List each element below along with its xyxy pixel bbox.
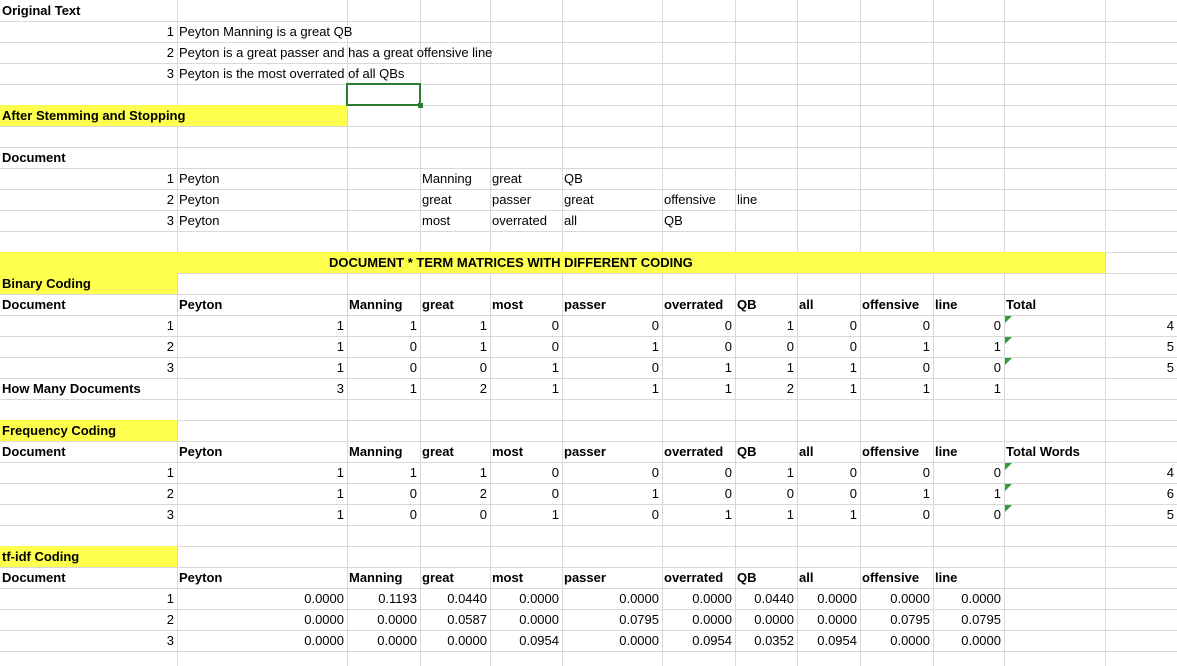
term-header[interactable]: passer xyxy=(564,570,606,585)
matrix-value[interactable]: 1 xyxy=(724,360,732,375)
row-number[interactable]: 2 xyxy=(166,486,174,501)
term-header[interactable]: QB xyxy=(737,297,757,312)
selected-cell[interactable] xyxy=(346,83,421,106)
matrix-value[interactable]: 0 xyxy=(651,507,659,522)
matrix-value[interactable]: 1 xyxy=(336,318,344,333)
error-indicator-icon[interactable] xyxy=(1005,337,1012,344)
stemmed-word[interactable]: offensive xyxy=(664,192,716,207)
matrix-value[interactable]: 0 xyxy=(993,507,1001,522)
section-title-tfidf[interactable]: tf-idf Coding xyxy=(2,549,80,564)
matrix-value[interactable]: 0 xyxy=(551,318,559,333)
row-number[interactable]: 3 xyxy=(166,633,174,648)
stemmed-word[interactable]: passer xyxy=(492,192,532,207)
matrix-value[interactable]: 1 xyxy=(651,486,659,501)
matrix-value[interactable]: 1 xyxy=(849,360,857,375)
document-count[interactable]: 2 xyxy=(479,381,487,396)
stemmed-word[interactable]: line xyxy=(737,192,758,207)
matrix-value[interactable]: 0.0000 xyxy=(619,633,659,648)
stemmed-word[interactable]: Peyton xyxy=(179,192,220,207)
matrix-value[interactable]: 1 xyxy=(551,507,559,522)
document-count[interactable]: 1 xyxy=(922,381,930,396)
total-header[interactable]: Total Words xyxy=(1006,444,1080,459)
matrix-value[interactable]: 1 xyxy=(849,507,857,522)
matrix-value[interactable]: 0 xyxy=(922,318,930,333)
section-title-binary[interactable]: Binary Coding xyxy=(2,276,91,291)
term-header[interactable]: most xyxy=(492,297,524,312)
matrix-value[interactable]: 0 xyxy=(551,465,559,480)
matrix-value[interactable]: 0.0954 xyxy=(692,633,732,648)
matrix-value[interactable]: 1 xyxy=(479,318,487,333)
term-header[interactable]: Peyton xyxy=(179,444,223,459)
row-number[interactable]: 1 xyxy=(166,591,174,606)
matrix-value[interactable]: 0.0000 xyxy=(519,612,559,627)
matrix-value[interactable]: 1 xyxy=(651,339,659,354)
matrix-value[interactable]: 1 xyxy=(993,339,1001,354)
row-number[interactable]: 3 xyxy=(166,213,174,228)
matrix-value[interactable]: 2 xyxy=(479,486,487,501)
term-header[interactable]: QB xyxy=(737,444,757,459)
matrix-value[interactable]: 0.0000 xyxy=(961,633,1001,648)
matrix-value[interactable]: 0 xyxy=(409,339,417,354)
stemmed-word[interactable]: Peyton xyxy=(179,171,220,186)
matrix-value[interactable]: 0 xyxy=(551,486,559,501)
stemmed-word[interactable]: QB xyxy=(564,171,583,186)
row-number[interactable]: 2 xyxy=(166,192,174,207)
matrix-value[interactable]: 0.0587 xyxy=(447,612,487,627)
matrix-value[interactable]: 0 xyxy=(922,465,930,480)
term-header[interactable]: offensive xyxy=(862,444,920,459)
matrix-value[interactable]: 0 xyxy=(993,318,1001,333)
row-number[interactable]: 2 xyxy=(166,612,174,627)
matrix-value[interactable]: 0 xyxy=(479,360,487,375)
term-header[interactable]: passer xyxy=(564,444,606,459)
matrix-value[interactable]: 0 xyxy=(651,318,659,333)
row-number[interactable]: 1 xyxy=(166,171,174,186)
matrix-value[interactable]: 0.0440 xyxy=(754,591,794,606)
row-number[interactable]: 3 xyxy=(166,507,174,522)
document-count[interactable]: 2 xyxy=(786,381,794,396)
matrix-value[interactable]: 0 xyxy=(849,465,857,480)
matrix-value[interactable]: 0 xyxy=(409,486,417,501)
row-number[interactable]: 1 xyxy=(166,24,174,39)
document-count-label[interactable]: How Many Documents xyxy=(2,381,141,396)
matrix-value[interactable]: 0.0000 xyxy=(519,591,559,606)
term-header[interactable]: most xyxy=(492,570,524,585)
section-title-frequency[interactable]: Frequency Coding xyxy=(2,423,117,438)
matrix-value[interactable]: 1 xyxy=(479,465,487,480)
matrix-value[interactable]: 0.0000 xyxy=(890,591,930,606)
matrix-value[interactable]: 1 xyxy=(922,486,930,501)
matrix-value[interactable]: 0 xyxy=(724,465,732,480)
error-indicator-icon[interactable] xyxy=(1005,484,1012,491)
matrix-value[interactable]: 0 xyxy=(724,318,732,333)
error-indicator-icon[interactable] xyxy=(1005,463,1012,470)
row-number[interactable]: 3 xyxy=(166,66,174,81)
row-total[interactable]: 5 xyxy=(1166,360,1174,375)
matrix-value[interactable]: 0.0440 xyxy=(447,591,487,606)
stemmed-word[interactable]: overrated xyxy=(492,213,547,228)
row-number[interactable]: 3 xyxy=(166,360,174,375)
term-header[interactable]: overrated xyxy=(664,444,724,459)
matrix-value[interactable]: 1 xyxy=(336,507,344,522)
error-indicator-icon[interactable] xyxy=(1005,316,1012,323)
matrix-banner-title[interactable]: DOCUMENT * TERM MATRICES WITH DIFFERENT CODING xyxy=(329,255,693,270)
total-header[interactable]: Total xyxy=(1006,297,1037,312)
matrix-value[interactable]: 1 xyxy=(409,465,417,480)
term-header[interactable]: line xyxy=(935,297,958,312)
row-total[interactable]: 4 xyxy=(1166,318,1174,333)
section-title-original[interactable]: Original Text xyxy=(2,3,81,18)
stemmed-word[interactable]: all xyxy=(564,213,578,228)
document-label[interactable]: Document xyxy=(2,150,66,165)
document-count[interactable]: 1 xyxy=(551,381,559,396)
matrix-value[interactable]: 0.0000 xyxy=(890,633,930,648)
matrix-value[interactable]: 1 xyxy=(993,486,1001,501)
matrix-value[interactable]: 0.0000 xyxy=(619,591,659,606)
matrix-value[interactable]: 1 xyxy=(786,318,794,333)
matrix-value[interactable]: 0.0000 xyxy=(817,612,857,627)
term-header[interactable]: Manning xyxy=(349,570,403,585)
row-number[interactable]: 2 xyxy=(166,339,174,354)
matrix-value[interactable]: 0.0000 xyxy=(447,633,487,648)
term-header[interactable]: offensive xyxy=(862,297,920,312)
matrix-value[interactable]: 0 xyxy=(993,465,1001,480)
term-header[interactable]: line xyxy=(935,444,958,459)
matrix-value[interactable]: 0.0000 xyxy=(692,591,732,606)
document-count[interactable]: 3 xyxy=(336,381,344,396)
matrix-value[interactable]: 0.1193 xyxy=(378,591,417,606)
row-number[interactable]: 2 xyxy=(166,45,174,60)
matrix-value[interactable]: 0 xyxy=(922,360,930,375)
matrix-value[interactable]: 0 xyxy=(409,360,417,375)
term-header[interactable]: Manning xyxy=(349,444,403,459)
matrix-value[interactable]: 1 xyxy=(922,339,930,354)
matrix-value[interactable]: 1 xyxy=(479,339,487,354)
stemmed-word[interactable]: Peyton xyxy=(179,213,220,228)
error-indicator-icon[interactable] xyxy=(1005,358,1012,365)
document-label[interactable]: Document xyxy=(2,570,66,585)
document-count[interactable]: 1 xyxy=(651,381,659,396)
document-label[interactable]: Document xyxy=(2,297,66,312)
term-header[interactable]: offensive xyxy=(862,570,920,585)
document-count[interactable]: 1 xyxy=(724,381,732,396)
matrix-value[interactable]: 0.0000 xyxy=(692,612,732,627)
matrix-value[interactable]: 0 xyxy=(849,318,857,333)
matrix-value[interactable]: 0.0000 xyxy=(304,612,344,627)
matrix-value[interactable]: 0 xyxy=(551,339,559,354)
row-total[interactable]: 6 xyxy=(1166,486,1174,501)
section-title-stemming[interactable]: After Stemming and Stopping xyxy=(2,108,186,123)
matrix-value[interactable]: 0.0000 xyxy=(304,633,344,648)
stemmed-word[interactable]: Manning xyxy=(422,171,472,186)
document-count[interactable]: 1 xyxy=(409,381,417,396)
matrix-value[interactable]: 0 xyxy=(786,486,794,501)
matrix-value[interactable]: 1 xyxy=(336,360,344,375)
term-header[interactable]: all xyxy=(799,570,814,585)
original-sentence[interactable]: Peyton is a great passer and has a great offensive line xyxy=(179,45,493,60)
matrix-value[interactable]: 0 xyxy=(922,507,930,522)
row-total[interactable]: 4 xyxy=(1166,465,1174,480)
term-header[interactable]: great xyxy=(422,444,454,459)
matrix-value[interactable]: 0.0000 xyxy=(377,612,417,627)
row-total[interactable]: 5 xyxy=(1166,339,1174,354)
matrix-value[interactable]: 0.0000 xyxy=(817,591,857,606)
original-sentence[interactable]: Peyton is the most overrated of all QBs xyxy=(179,66,405,81)
matrix-value[interactable]: 0.0000 xyxy=(377,633,417,648)
matrix-value[interactable]: 0 xyxy=(724,486,732,501)
document-count[interactable]: 1 xyxy=(849,381,857,396)
matrix-value[interactable]: 0 xyxy=(786,339,794,354)
matrix-value[interactable]: 0.0795 xyxy=(961,612,1001,627)
matrix-value[interactable]: 1 xyxy=(786,360,794,375)
matrix-value[interactable]: 1 xyxy=(336,339,344,354)
term-header[interactable]: great xyxy=(422,297,454,312)
matrix-value[interactable]: 0.0352 xyxy=(754,633,794,648)
matrix-value[interactable]: 1 xyxy=(409,318,417,333)
matrix-value[interactable]: 0 xyxy=(993,360,1001,375)
row-number[interactable]: 1 xyxy=(166,318,174,333)
row-total[interactable]: 5 xyxy=(1166,507,1174,522)
term-header[interactable]: Manning xyxy=(349,297,403,312)
term-header[interactable]: overrated xyxy=(664,297,724,312)
stemmed-word[interactable]: great xyxy=(492,171,522,186)
matrix-value[interactable]: 1 xyxy=(786,507,794,522)
stemmed-word[interactable]: QB xyxy=(664,213,683,228)
term-header[interactable]: all xyxy=(799,444,814,459)
matrix-value[interactable]: 0 xyxy=(479,507,487,522)
matrix-value[interactable]: 0.0795 xyxy=(890,612,930,627)
document-count[interactable]: 1 xyxy=(993,381,1001,396)
term-header[interactable]: most xyxy=(492,444,524,459)
matrix-value[interactable]: 1 xyxy=(724,507,732,522)
term-header[interactable]: line xyxy=(935,570,958,585)
stemmed-word[interactable]: great xyxy=(422,192,452,207)
term-header[interactable]: Peyton xyxy=(179,570,223,585)
matrix-value[interactable]: 0 xyxy=(651,465,659,480)
matrix-value[interactable]: 0 xyxy=(849,486,857,501)
document-label[interactable]: Document xyxy=(2,444,66,459)
matrix-value[interactable]: 0 xyxy=(849,339,857,354)
matrix-value[interactable]: 1 xyxy=(336,486,344,501)
matrix-value[interactable]: 0.0000 xyxy=(304,591,344,606)
matrix-value[interactable]: 1 xyxy=(551,360,559,375)
matrix-value[interactable]: 1 xyxy=(786,465,794,480)
term-header[interactable]: QB xyxy=(737,570,757,585)
term-header[interactable]: overrated xyxy=(664,570,724,585)
matrix-value[interactable]: 0.0000 xyxy=(754,612,794,627)
term-header[interactable]: passer xyxy=(564,297,606,312)
matrix-value[interactable]: 0 xyxy=(409,507,417,522)
matrix-value[interactable]: 1 xyxy=(336,465,344,480)
stemmed-word[interactable]: most xyxy=(422,213,451,228)
matrix-value[interactable]: 0.0000 xyxy=(961,591,1001,606)
original-sentence[interactable]: Peyton Manning is a great QB xyxy=(179,24,353,39)
matrix-value[interactable]: 0 xyxy=(651,360,659,375)
term-header[interactable]: great xyxy=(422,570,454,585)
term-header[interactable]: Peyton xyxy=(179,297,223,312)
term-header[interactable]: all xyxy=(799,297,814,312)
row-number[interactable]: 1 xyxy=(166,465,174,480)
matrix-value[interactable]: 0.0954 xyxy=(817,633,857,648)
error-indicator-icon[interactable] xyxy=(1005,505,1012,512)
matrix-value[interactable]: 0.0795 xyxy=(619,612,659,627)
stemmed-word[interactable]: great xyxy=(564,192,594,207)
matrix-value[interactable]: 0.0954 xyxy=(519,633,559,648)
matrix-value[interactable]: 0 xyxy=(724,339,732,354)
